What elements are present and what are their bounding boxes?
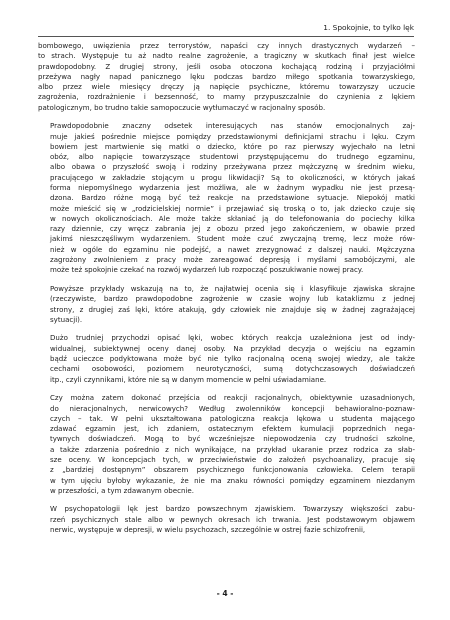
text-line: strony, z drugiej zaś lęki, które atakują, gdy człowiek nie znajduje się w żadnej zagrażającej [50,304,415,314]
text-line: obóz, albo napięcie towarzyszące studentowi przystępującemu do trudnego egzaminu, [50,152,415,162]
text-line: widualnej, subiektywnej oceny danej osoby. Na przykład decyzja o wejściu na egzamin [50,343,415,353]
text-line: zagrożenia, rozdrażnienie i bezsenność, to mamy przypuszczalnie do czynienia z lękiem [38,92,415,102]
text-line: Powyższe przykłady wskazują na to, że najłatwiej ocenia się i klasyfikuje zjawiska skrajne [50,283,415,293]
body-text [38,41,415,544]
text-line: rzeń psychicznych stale albo w pewnych okresach ich trwania. Jest podstawowym objawem [50,514,415,524]
chapter-title: 1. Spokojnie, to tylko lęk [323,23,414,32]
text-line: w przeszłości, a tym zdawanym obecnie. [50,485,194,495]
text-line: pracującego w zakładzie stojącym u progu likwidacji? Są to okoliczności, w których jakaś [50,172,415,182]
paragraph [38,41,415,113]
text-line: może też spokojnie czekać na rozwój wydarzeń lub rozpocząć poszukiwanie nowej pracy. [50,265,364,275]
paragraph [38,333,415,384]
text-line: dzona. Bardzo różne mogą być też reakcje na przedstawione sytuacje. Niepokój matki [50,193,415,203]
running-header [38,22,414,37]
text-line: czych – tak. W pełni ukształtowana patologiczna reakcja lękowa u studenta mającego [50,413,415,423]
text-line: to strach. Występuje tu aż nadto realne zagrożenie, a tragiczny w skutkach finał jest wielce [38,51,415,61]
text-line: zagrożony zwolnieniem z pracy może zareagować depresją i myślami samobójczymi, ale [50,255,415,265]
text-line: przeżywa nagły napad panicznego lęku podczas bardzo miłego spotkania towarzyskiego, [38,71,415,81]
paragraph [38,393,415,496]
text-line: zdawać egzamin jest, ich zdaniem, ostatecznym efektem kumulacji poprzednich nega- [50,424,415,434]
text-line: (rzeczywiste, bardzo prawdopodobne zagrożenie w czasie wojny lub kataklizmu z jednej [50,294,415,304]
text-line: razy dziennie, czy wręcz zabrania jej z obozu przed jego zakończeniem, w obawie przed [50,224,415,234]
text-line: bombowego, uwięzienia przez terrorystów, napaści czy innych drastycznych wydarzeń – [38,41,415,50]
text-line: W psychopatologii lęk jest bardzo powszechnym zjawiskiem. Towarzyszy większości zabu- [50,504,415,514]
text-line: bowiem jest martwienie się matki o dziecko, które po raz pierwszy wyjechało na letni [50,141,415,151]
text-line: Dużo trudniej przychodzi opisać lęki, wobec których reakcja uzależniona jest od indy- [50,333,415,343]
text-line: patologicznym, bo trudno takie samopoczucie wytłumaczyć w racjonalny sposób. [38,102,326,112]
text-line: albo przez wiele miesięcy dręczy ją napięcie psychiczne, któremu towarzyszy uczucie [38,82,415,92]
text-line: Czy można zatem dokonać przejścia od reakcji racjonalnych, obiektywnie uzasadnionych, [50,393,415,403]
text-line: sytuacji). [50,314,83,324]
text-line: albo obawa o przyszłość swoją i rodziny przeżywana przez mężczyznę w średnim wieku, [50,162,415,172]
text-line: jakimś nieszczęśliwym wydarzeniem. Student może czuć zwyczajną tremę, lecz może rów- [50,234,415,244]
paragraph [38,284,415,325]
text-line: itp., czyli czynnikami, które nie są w danym momencie w pełni uświadamiane. [50,374,327,384]
text-line: cechami osobowości, poziomem neurotyczności, sumą dotychczasowych doświadczeń [50,364,415,374]
page-number: - 4 - [216,589,234,598]
text-line: w nowych okolicznościach. Ale może także skłaniać ją do telefonowania do pociechy kilka [50,213,415,223]
text-line: bądź ucieczce podyktowana może być nie tylko racjonalną oceną swojej wiedzy, ale także [50,354,415,364]
text-line: tywnych doświadczeń. Mogą to być wcześniejsze niepowodzenia czy trudności szkolne, [50,434,415,444]
text-line: muje jakieś pośrednie miejsce pomiędzy przedstawionymi definicjami strachu i lęku. Czym [50,131,415,141]
text-line: może mieścić się w „rodzicielskiej normie” i przejawiać się troską o to, jak dziecko czuje się [50,203,415,213]
text-line: prawdopodobny. Z drugiej strony, jeśli osoba otoczona kochającą rodziną i przyjaciółmi [38,61,415,71]
text-line: Prawdopodobnie znaczny odsetek interesujących nas stanów emocjonalnych zaj- [50,121,415,131]
text-line: forma niepomyślnego wydarzenia jest możliwa, ale w żadnym wypadku nie jest przesą- [50,183,415,193]
text-line: nież w ogóle do egzaminu nie podejść, a nawet zrezygnować z dalszej nauki. Mężczyzna [50,244,415,254]
text-line: w tym ujęciu byłoby wykazanie, że nie ma znaku równości pomiędzy egzaminem niezdanym [50,475,415,485]
text-line: nerwic, występuje w depresji, w wielu psychozach, szczególnie w ostrej fazie schizofrenii, [50,525,366,535]
text-line: z „bardziej dostępnym” obszarem psychicznego funkcjonowania człowieka. Celem terapii [50,465,415,475]
text-line: a także zdarzenia pośrednio z nich wynikające, na przykład ukaranie przez rodzica za słab- [50,444,415,454]
text-line: sze oceny. W koncepcjach tych, w przeciwieństwie do założeń psychoanalizy, pracuje się [50,454,415,464]
paragraph [38,504,415,535]
paragraph [38,121,415,275]
text-line: do nieracjonalnych, nerwicowych? Według zwolenników koncepcji behawioralno-poznaw- [50,403,415,413]
